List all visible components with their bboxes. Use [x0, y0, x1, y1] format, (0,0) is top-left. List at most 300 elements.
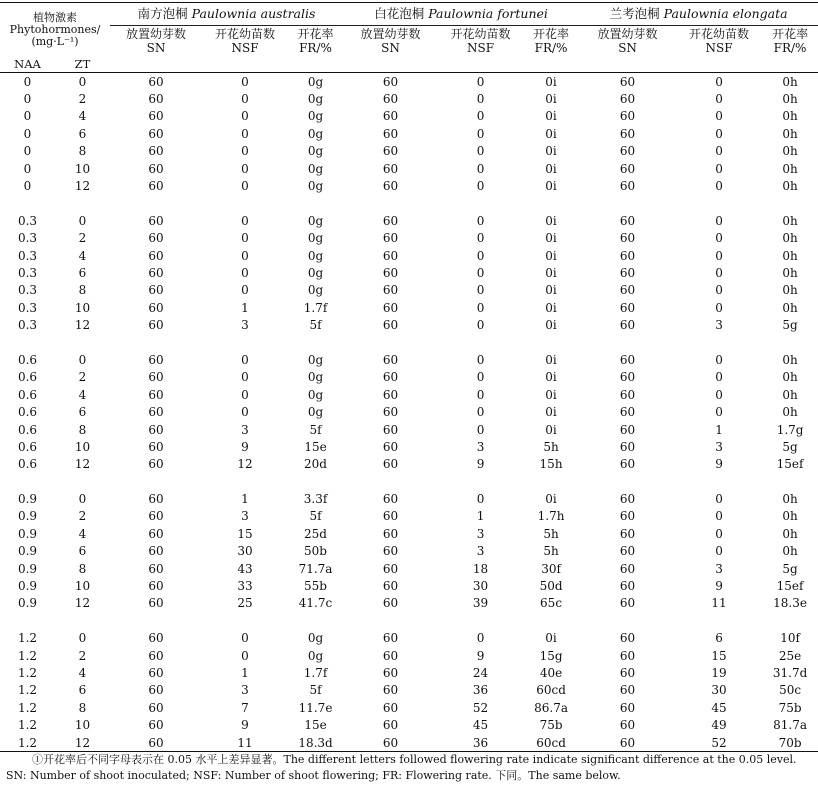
- nsf-cell: 9: [476, 648, 485, 663]
- fr-cell: 0h: [782, 265, 798, 280]
- naa-cell: 0.9: [17, 492, 38, 507]
- species-sci: Paulownia fortunei: [428, 6, 548, 21]
- sn-cell: 60: [148, 352, 164, 367]
- naa-cell: 0: [23, 92, 32, 107]
- sn-cell: 60: [579, 734, 676, 752]
- zt-cell: 0: [78, 492, 87, 507]
- nsf-cell: 0: [241, 179, 249, 194]
- table-row: [0, 560, 818, 577]
- sn-cell: 60: [619, 579, 636, 594]
- nsf-cell: 0: [715, 492, 723, 507]
- nsf-cell: 30: [711, 683, 727, 698]
- naa-cell: 1.2: [17, 648, 38, 663]
- sn-cell: 60: [619, 144, 636, 159]
- nsf-cell: 3: [715, 561, 723, 576]
- sn-cell: 60: [382, 561, 399, 576]
- flowering-table: [0, 2, 818, 752]
- nsf-cell: 1: [476, 509, 485, 524]
- sn-cell: 60: [619, 683, 636, 698]
- nsf-cell: 1: [241, 665, 249, 680]
- nsf-cell: 43: [237, 561, 253, 576]
- nsf-cell: 25: [237, 596, 253, 611]
- fr-cell: 0g: [307, 231, 324, 246]
- sn-cell: 60: [382, 387, 399, 402]
- sn-cell: 60: [619, 231, 636, 246]
- zt-cell: 4: [78, 387, 87, 402]
- sn-cell: 60: [619, 179, 636, 194]
- fr-cell: 0i: [545, 109, 557, 124]
- nsf-cell: 39: [472, 596, 489, 611]
- phytohormone-header: [0, 3, 110, 57]
- sn-cell: 60: [148, 370, 164, 385]
- table-row: [0, 212, 818, 229]
- sn-cell: 60: [382, 161, 399, 176]
- table-row: [0, 369, 818, 386]
- fr-cell: 0i: [545, 126, 557, 141]
- sn-cell: 60: [619, 718, 636, 733]
- zt-cell: 4: [78, 665, 87, 680]
- naa-cell: 0.3: [17, 248, 38, 263]
- fr-cell: 50b: [304, 544, 327, 559]
- naa-cell: 0: [23, 161, 32, 176]
- nsf-cell: 0: [476, 352, 485, 367]
- species-cn: 兰考泡桐: [609, 6, 660, 21]
- naa-cell: 0.9: [17, 596, 38, 611]
- nsf-cell: 0: [715, 92, 723, 107]
- zt-cell: 12: [74, 318, 91, 333]
- fr-cell: 41.7c: [298, 596, 333, 611]
- fr-cell: 0g: [307, 92, 324, 107]
- sn-cell: 60: [382, 439, 399, 454]
- fr-cell: 5f: [309, 509, 322, 524]
- nsf-cell: 6: [715, 631, 723, 646]
- fr-cell: 0g: [307, 631, 324, 646]
- nsf-cell: 45: [711, 700, 727, 715]
- fr-cell: 5g: [782, 439, 798, 454]
- nsf-cell: 0: [241, 405, 249, 420]
- zt-cell: 0: [78, 74, 87, 89]
- sn-cell: 60: [619, 509, 636, 524]
- sn-cell: 60: [148, 144, 164, 159]
- zt-cell: 6: [78, 405, 87, 420]
- fr-cell: 0i: [545, 300, 557, 315]
- zt-cell: 0: [78, 352, 87, 367]
- fr-cell: 5f: [309, 318, 322, 333]
- species-header-australis: [110, 3, 343, 26]
- nsf-cell: 0: [715, 544, 723, 559]
- sn-cell: 60: [382, 665, 399, 680]
- nsf-cell: 0: [241, 161, 249, 176]
- nsf-cell: 0: [241, 248, 249, 263]
- sn-cell: 60: [382, 596, 399, 611]
- species-header-elongata: [579, 3, 818, 26]
- sn-cell: 60: [148, 457, 164, 472]
- sn-cell: 60: [382, 492, 399, 507]
- table-row: [0, 177, 818, 194]
- table-row: [0, 490, 818, 507]
- sn-cell: 60: [382, 231, 399, 246]
- fr-cell: 1.7f: [303, 665, 328, 680]
- sn-cell: 60: [148, 300, 164, 315]
- nsf-cell: 0: [241, 370, 249, 385]
- fr-cell: 0g: [307, 352, 324, 367]
- fr-cell: 65c: [540, 596, 563, 611]
- fr-cell: 0h: [782, 144, 798, 159]
- sn-cell: 60: [382, 509, 399, 524]
- sn-cell: 60: [619, 405, 636, 420]
- fr-cell: 0i: [545, 179, 557, 194]
- sn-cell: 60: [382, 265, 399, 280]
- fr-cell: 0i: [545, 265, 557, 280]
- table-row: [0, 699, 818, 716]
- note-abbreviations: SN: Number of shoot inoculated; NSF: Number of shoot flowering; FR: Flowering rate. 下同。The same below.: [6, 769, 621, 782]
- naa-cell: 1.2: [17, 718, 38, 733]
- fr-cell: 0g: [307, 179, 324, 194]
- zt-cell: 12: [74, 457, 91, 472]
- sn-cell: 60: [148, 126, 164, 141]
- fr-cell: 0h: [782, 231, 798, 246]
- table-body: [0, 73, 818, 752]
- note-significance: ①开花率后不同字母表示在 0.05 水平上差异显著。The different letters followed flowering rate indicate significant difference at the 0.05 level.: [32, 753, 797, 766]
- nsf-cell: 0: [715, 74, 723, 89]
- zt-cell: 6: [78, 683, 87, 698]
- nsf-cell: 0: [715, 248, 723, 263]
- naa-cell: 1.2: [17, 700, 38, 715]
- sn-cell: 60: [619, 700, 636, 715]
- sn-cell: 60: [382, 457, 399, 472]
- nsf-cell: 30: [237, 544, 253, 559]
- fr-cell: 0i: [545, 283, 557, 298]
- nsf-cell: 18: [472, 561, 489, 576]
- nsf-cell: 0: [476, 74, 485, 89]
- fr-cell: 0h: [782, 248, 798, 263]
- sn-cell: 60: [148, 74, 164, 89]
- sn-cell: 60: [619, 74, 636, 89]
- nsf-cell: 0: [476, 283, 485, 298]
- fr-cell: 0h: [782, 509, 798, 524]
- fr-cell: 0i: [545, 631, 557, 646]
- group-spacer: [0, 334, 818, 351]
- sn-cell: 60: [382, 144, 399, 159]
- nsf-cell: 19: [711, 665, 727, 680]
- fr-cell: 0i: [545, 422, 557, 437]
- nsf-cell: 3: [241, 422, 249, 437]
- sn-cell: 60: [619, 283, 636, 298]
- sn-cell: 60: [619, 387, 636, 402]
- fr-cell: 75b: [778, 700, 802, 715]
- naa-cell: 0.9: [17, 561, 38, 576]
- fr-cell: 0h: [782, 526, 798, 541]
- table-row: [0, 630, 818, 647]
- nsf-cell: 36: [472, 683, 489, 698]
- nsf-cell: 3: [476, 439, 485, 454]
- sn-cell: 60: [382, 74, 399, 89]
- nsf-cell: 0: [476, 126, 485, 141]
- fr-cell: 0g: [307, 648, 324, 663]
- nsf-cell: 0: [241, 283, 249, 298]
- fr-cell: 0i: [545, 492, 557, 507]
- zt-cell: 10: [74, 161, 91, 176]
- nsf-cell: 3: [715, 318, 723, 333]
- group-spacer: [0, 612, 818, 629]
- sn-cell: 60: [382, 526, 399, 541]
- fr-cell: 0h: [782, 370, 798, 385]
- fr-cell: 5f: [309, 422, 322, 437]
- fr-cell: 0h: [782, 126, 798, 141]
- table-row: [0, 351, 818, 368]
- fr-cell: 11.7e: [298, 700, 333, 715]
- sn-cell: 60: [148, 439, 164, 454]
- table-row: [0, 73, 818, 91]
- zt-cell: 0: [78, 213, 87, 228]
- sn-cell: 60: [343, 734, 438, 752]
- fr-cell: 0i: [545, 144, 557, 159]
- phyto-en: Phytohormones/: [9, 22, 101, 36]
- zt-cell: 8: [78, 283, 87, 298]
- nsf-cell: 0: [241, 92, 249, 107]
- nsf-cell: 0: [715, 300, 723, 315]
- naa-cell: 0: [23, 109, 32, 124]
- nsf-cell: 0: [476, 370, 485, 385]
- nsf-cell: 0: [241, 109, 249, 124]
- fr-cell: 60cd: [523, 734, 579, 752]
- table-row: [0, 664, 818, 681]
- sn-cell: 60: [619, 439, 636, 454]
- fr-cell: 1.7g: [776, 422, 804, 437]
- fr-cell: 0h: [782, 213, 798, 228]
- nsf-cell: 36: [438, 734, 523, 752]
- zt-cell: 12: [74, 596, 91, 611]
- nsf-cell: 0: [715, 370, 723, 385]
- col-nsf: 开花幼苗数 NSF: [214, 27, 275, 55]
- col-fr: 开花率 FR/%: [297, 27, 334, 55]
- nsf-cell: 7: [241, 700, 249, 715]
- fr-cell: 0h: [782, 179, 798, 194]
- nsf-cell: 0: [476, 631, 485, 646]
- species-sci: Paulownia australis: [191, 6, 316, 21]
- fr-cell: 0g: [307, 74, 324, 89]
- fr-cell: 0h: [782, 161, 798, 176]
- zt-cell: 6: [78, 544, 87, 559]
- nsf-cell: 0: [715, 109, 723, 124]
- fr-cell: 60cd: [536, 683, 566, 698]
- naa-cell: 0.6: [17, 422, 38, 437]
- naa-cell: 0.3: [17, 300, 38, 315]
- table-row: [0, 282, 818, 299]
- nsf-cell: 9: [476, 457, 485, 472]
- naa-cell: 0.3: [17, 283, 38, 298]
- nsf-cell: 0: [476, 248, 485, 263]
- table-row: [0, 595, 818, 612]
- zt-cell: 4: [78, 109, 87, 124]
- sn-cell: 60: [148, 683, 164, 698]
- fr-cell: 5h: [543, 526, 559, 541]
- table-row: [0, 299, 818, 316]
- zt-cell: 2: [78, 648, 87, 663]
- fr-cell: 0i: [545, 387, 557, 402]
- sn-cell: 60: [148, 648, 164, 663]
- naa-cell: 0.3: [17, 213, 38, 228]
- sn-cell: 60: [148, 283, 164, 298]
- fr-cell: 70b: [762, 734, 818, 752]
- nsf-cell: 0: [715, 405, 723, 420]
- sn-cell: 60: [619, 318, 636, 333]
- fr-cell: 0h: [782, 405, 798, 420]
- sn-cell: 60: [382, 92, 399, 107]
- naa-cell: 0.6: [17, 370, 38, 385]
- fr-cell: 5f: [309, 683, 322, 698]
- zt-cell: 8: [78, 422, 87, 437]
- nsf-cell: 1: [715, 422, 723, 437]
- nsf-cell: 0: [476, 161, 485, 176]
- nsf-cell: 0: [715, 231, 723, 246]
- zt-cell: 2: [78, 509, 87, 524]
- zt-cell: 10: [74, 439, 91, 454]
- sn-cell: 60: [148, 231, 164, 246]
- col-fr: 开花率 FR/%: [772, 27, 809, 55]
- nsf-cell: 3: [476, 526, 485, 541]
- nsf-cell: 0: [241, 631, 249, 646]
- fr-cell: 0i: [545, 318, 557, 333]
- nsf-cell: 11: [711, 596, 727, 611]
- nsf-cell: 0: [476, 265, 485, 280]
- fr-cell: 55b: [304, 579, 327, 594]
- naa-cell: 0.3: [17, 318, 38, 333]
- nsf-cell: 0: [241, 265, 249, 280]
- nsf-cell: 0: [715, 161, 723, 176]
- nsf-cell: 0: [476, 387, 485, 402]
- naa-cell: 0: [23, 179, 32, 194]
- sn-cell: 60: [619, 648, 636, 663]
- table-row: [0, 316, 818, 333]
- sn-cell: 60: [619, 526, 636, 541]
- fr-cell: 40e: [539, 665, 563, 680]
- fr-cell: 50d: [539, 579, 563, 594]
- nsf-cell: 0: [476, 318, 485, 333]
- zt-cell: 8: [78, 700, 87, 715]
- nsf-cell: 0: [715, 526, 723, 541]
- naa-cell: 0.9: [17, 526, 38, 541]
- table-row: [0, 734, 818, 752]
- fr-cell: 1.7f: [303, 300, 328, 315]
- sn-cell: 60: [148, 700, 164, 715]
- nsf-cell: 0: [715, 144, 723, 159]
- nsf-cell: 3: [241, 509, 249, 524]
- fr-cell: 0i: [545, 248, 557, 263]
- fr-cell: 5g: [782, 561, 798, 576]
- sn-cell: 60: [619, 352, 636, 367]
- col-fr: 开花率 FR/%: [533, 27, 570, 55]
- nsf-cell: 1: [241, 300, 249, 315]
- naa-cell: 1.2: [17, 665, 38, 680]
- zt-cell: 2: [78, 92, 87, 107]
- sn-cell: 60: [148, 248, 164, 263]
- sn-cell: 60: [382, 579, 399, 594]
- table-row: [0, 386, 818, 403]
- sn-cell: 60: [148, 665, 164, 680]
- nsf-cell: 0: [476, 213, 485, 228]
- nsf-cell: 52: [472, 700, 489, 715]
- sn-cell: 60: [148, 179, 164, 194]
- sn-cell: 60: [382, 300, 399, 315]
- sn-cell: 60: [619, 665, 636, 680]
- nsf-cell: 49: [711, 718, 727, 733]
- sn-cell: 60: [619, 161, 636, 176]
- col-nsf: 开花幼苗数 NSF: [450, 27, 511, 55]
- sn-cell: 60: [619, 631, 636, 646]
- table-row: [0, 543, 818, 560]
- fr-cell: 50c: [779, 683, 802, 698]
- nsf-cell: 45: [472, 718, 489, 733]
- sn-cell: 60: [619, 561, 636, 576]
- nsf-cell: 3: [241, 683, 249, 698]
- table-row: [0, 160, 818, 177]
- table-row: [0, 525, 818, 542]
- fr-cell: 0g: [307, 109, 324, 124]
- zt-cell: 8: [78, 144, 87, 159]
- nsf-cell: 0: [241, 648, 249, 663]
- sn-cell: 60: [382, 700, 399, 715]
- zt-cell: 0: [78, 631, 87, 646]
- sn-cell: 60: [148, 526, 164, 541]
- table-row: [0, 247, 818, 264]
- fr-cell: 0i: [545, 352, 557, 367]
- naa-cell: 0.6: [17, 405, 38, 420]
- species-cn: 南方泡桐: [137, 6, 188, 21]
- sn-cell: 60: [619, 370, 636, 385]
- naa-cell: 0.6: [17, 439, 38, 454]
- table-row: [0, 143, 818, 160]
- sn-cell: 60: [148, 161, 164, 176]
- sn-cell: 60: [382, 248, 399, 263]
- group-spacer: [0, 195, 818, 212]
- sn-cell: 60: [148, 509, 164, 524]
- fr-cell: 15ef: [776, 579, 804, 594]
- nsf-cell: 0: [476, 109, 485, 124]
- fr-cell: 0h: [782, 387, 798, 402]
- fr-cell: 5h: [543, 439, 559, 454]
- nsf-cell: 0: [476, 405, 485, 420]
- fr-cell: 15h: [539, 457, 563, 472]
- phyto-unit: (mg·L⁻¹): [31, 34, 79, 48]
- zt-cell: 12: [74, 179, 91, 194]
- fr-cell: 86.7a: [534, 700, 568, 715]
- col-nsf: 开花幼苗数 NSF: [689, 27, 750, 55]
- table-row: [0, 456, 818, 473]
- naa-cell: 0.6: [17, 387, 38, 402]
- sn-cell: 60: [382, 370, 399, 385]
- sn-cell: 60: [110, 734, 202, 752]
- sn-cell: 60: [148, 109, 164, 124]
- sn-cell: 60: [148, 718, 164, 733]
- col-sn: 放置幼芽数 SN: [597, 27, 658, 55]
- nsf-cell: 9: [715, 457, 723, 472]
- nsf-cell: 0: [241, 126, 249, 141]
- sn-cell: 60: [619, 126, 636, 141]
- nsf-cell: 0: [476, 300, 485, 315]
- fr-cell: 81.7a: [773, 718, 807, 733]
- sn-cell: 60: [619, 596, 636, 611]
- table-row: [0, 264, 818, 281]
- sn-cell: 60: [148, 492, 164, 507]
- nsf-cell: 0: [241, 144, 249, 159]
- zt-cell: 8: [78, 561, 87, 576]
- nsf-cell: 52: [676, 734, 762, 752]
- sn-cell: 60: [619, 213, 636, 228]
- sn-cell: 60: [382, 405, 399, 420]
- table-row: [0, 508, 818, 525]
- fr-cell: 0g: [307, 405, 324, 420]
